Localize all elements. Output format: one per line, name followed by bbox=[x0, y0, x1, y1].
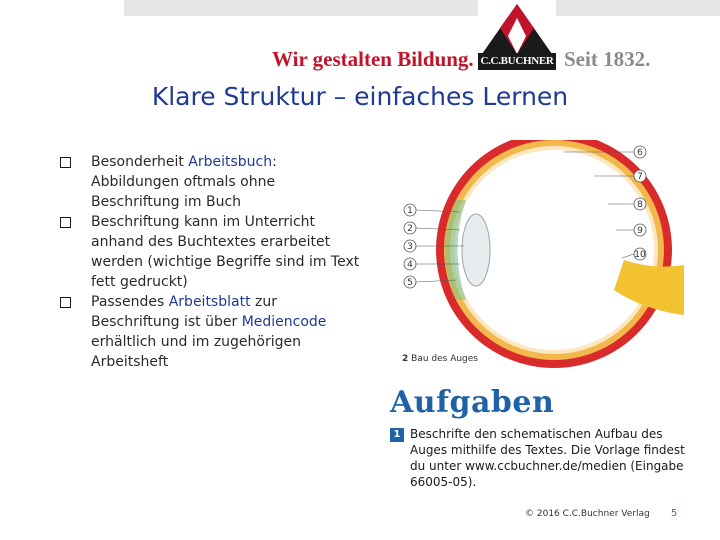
bullet-text: : Abbildungen oftmals ohne Beschriftung im Buch bbox=[91, 154, 277, 210]
bullet-text: fett bbox=[91, 274, 116, 290]
eye-diagram bbox=[394, 140, 684, 370]
bullet-text: erhältlich und im zugehörigen Arbeitsheft bbox=[91, 334, 301, 370]
label-number: 9 bbox=[637, 226, 643, 236]
checkbox-bullet-icon bbox=[60, 297, 71, 308]
bullet-text: gedruckt) bbox=[115, 274, 188, 290]
bullet-text: Besonderheit bbox=[91, 154, 189, 170]
label-number: 10 bbox=[634, 250, 646, 260]
label-number: 7 bbox=[637, 172, 643, 182]
highlight-term: Arbeitsbuch bbox=[188, 154, 273, 170]
bullet-item bbox=[60, 152, 360, 212]
label-number: 1 bbox=[407, 206, 413, 216]
checkbox-bullet-icon bbox=[60, 217, 71, 228]
figure-number: 2 bbox=[402, 354, 409, 364]
figure-caption-text: Bau des Auges bbox=[411, 354, 478, 364]
checkbox-bullet-icon bbox=[60, 157, 71, 168]
label-number: 4 bbox=[407, 260, 413, 270]
label-number: 5 bbox=[407, 278, 413, 288]
bullet-list bbox=[60, 152, 360, 372]
copyright-footer: © 2016 C.C.Buchner Verlag bbox=[525, 509, 650, 519]
task-text: Beschrifte den schematischen Aufbau des Auges mithilfe des Textes. Die Vorlage findest du unter www.ccbuchner.de/medien (Eingabe 66005-05). bbox=[410, 427, 685, 489]
bullet-text: sind im Text bbox=[271, 254, 360, 270]
bullet-item bbox=[60, 292, 360, 372]
page-number: 5 bbox=[671, 508, 678, 519]
label-number: 8 bbox=[637, 200, 643, 210]
since-text: Seit 1832. bbox=[564, 47, 651, 71]
slogan-text: Wir gestalten Bildung. bbox=[272, 47, 474, 71]
bullet-item bbox=[60, 212, 360, 292]
label-number: 6 bbox=[637, 148, 643, 158]
task-heading: Aufgaben bbox=[390, 385, 555, 420]
bullet-text: wichtige Begriffe bbox=[152, 254, 272, 270]
highlight-term: Arbeitsblatt bbox=[168, 294, 251, 310]
header-bar bbox=[124, 0, 720, 16]
label-number: 3 bbox=[407, 242, 413, 252]
page-title: Klare Struktur – einfaches Lernen bbox=[151, 82, 569, 111]
logo-text: C.C.BUCHNER bbox=[478, 53, 556, 70]
task-number-badge: 1 bbox=[390, 428, 404, 442]
highlight-term: Mediencode bbox=[241, 314, 327, 330]
figure-caption bbox=[402, 354, 478, 364]
label-number: 2 bbox=[407, 224, 413, 234]
lens bbox=[462, 214, 490, 286]
bullet-text: zur Beschriftung ist über bbox=[91, 294, 277, 330]
bullet-text: Beschriftung kann im Unterricht anhand des Buchtextes erarbeitet werden ( bbox=[91, 214, 331, 270]
bullet-text: Passendes bbox=[91, 294, 169, 310]
